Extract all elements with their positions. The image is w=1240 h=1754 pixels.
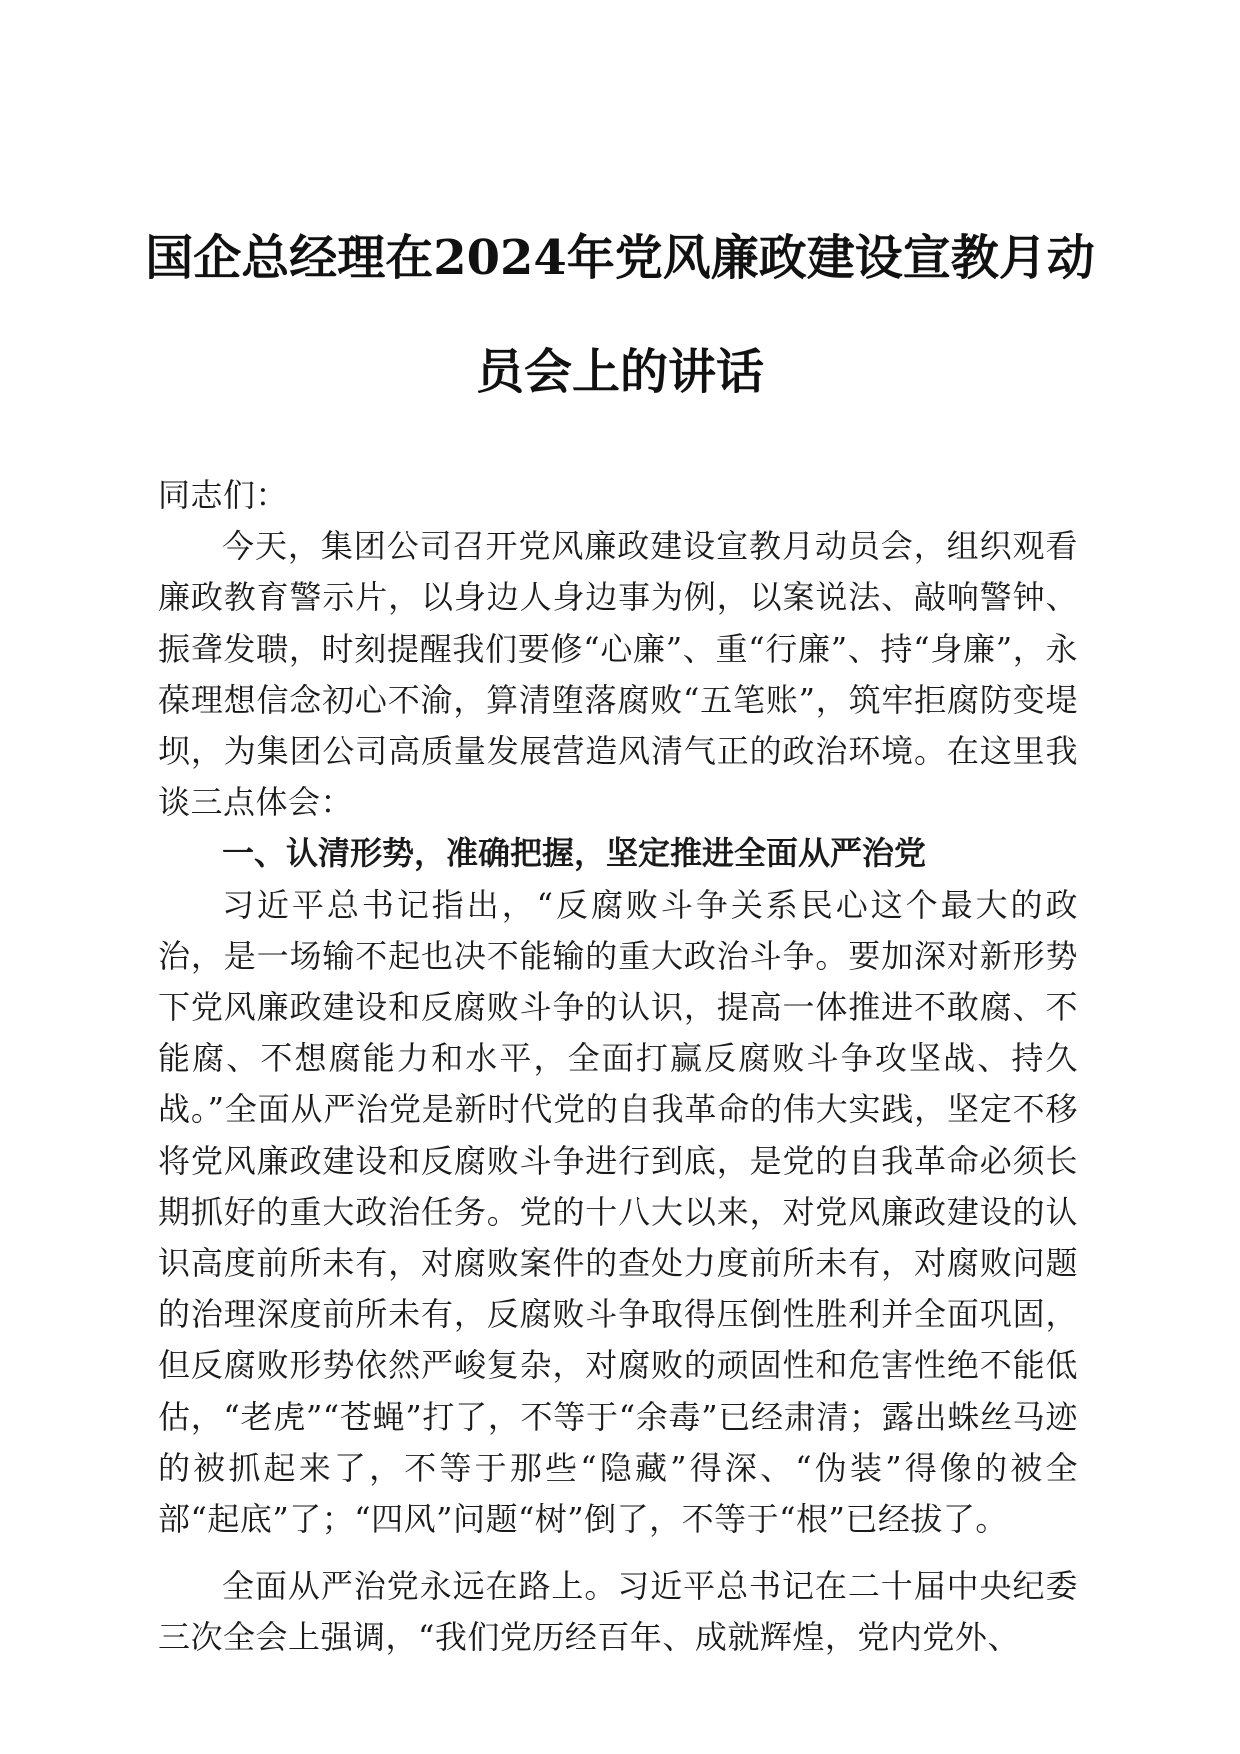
paragraph-gap — [158, 1545, 1078, 1561]
section-1-heading: 一、认清形势，准确把握，坚定推进全面从严治党 — [222, 834, 927, 873]
document-title-line-2: 员会上的讲话 — [475, 344, 764, 400]
section-1-paragraph-1: 习近平总书记指出，“反腐败斗争关系民心这个最大的政治，是一场输不起也决不能输的重大政治斗争。要加深对新形势下党风廉政建设和反腐败斗争的认识，提高一体推进不敢腐、不能腐、不想腐能力和水平，全面打赢反腐败斗争攻坚战、持久战。”全面从严治党是新时代党的自我革命的伟大实践，坚定不移将党风廉政建设和反腐败斗争进行到底，是党的自我革命必须长期抓好的重大政治任务。党的十八大以来，对党风廉政建设的认识高度前所未有，对腐败案件的查处力度前所未有，对腐败问题的治理深度前所未有，反腐败斗争取得压倒性胜利并全面巩固，但反腐败形势依然严峻复杂，对腐败的顽固性和危害性绝不能低估，“老虎”“苍蝇”打了，不等于“余毒”已经肃清；露出蛛丝马迹的被抓起来了，不等于那些“隐藏”得深、“伪装”得像的被全部“起底”了；“四风”问题“树”倒了，不等于“根”已经拔了。 — [158, 885, 1078, 1539]
section-1-paragraph-2: 全面从严治党永远在路上。习近平总书记在二十届中央纪委三次全会上强调，“我们党历经百年、成就辉煌，党内党外、 — [158, 1567, 1078, 1657]
intro-paragraph: 今天，集团公司召开党风廉政建设宣教月动员会，组织观看廉政教育警示片，以身边人身边事为例，以案说法、敲响警钟、振聋发聩，时刻提醒我们要修“心廉”、重“行廉”、持“身廉”，永葆理想信念初心不渝，算清堕落腐败“五笔账”，筑牢拒腐防变堤坝，为集团公司高质量发展营造风清气正的政治环境。在这里我谈三点体会： — [158, 527, 1078, 822]
document-body — [158, 470, 1078, 1664]
document-title-line-1: 国企总经理在2024年党风廉政建设宣教月动 — [145, 230, 1095, 286]
salutation: 同志们： — [158, 476, 289, 514]
